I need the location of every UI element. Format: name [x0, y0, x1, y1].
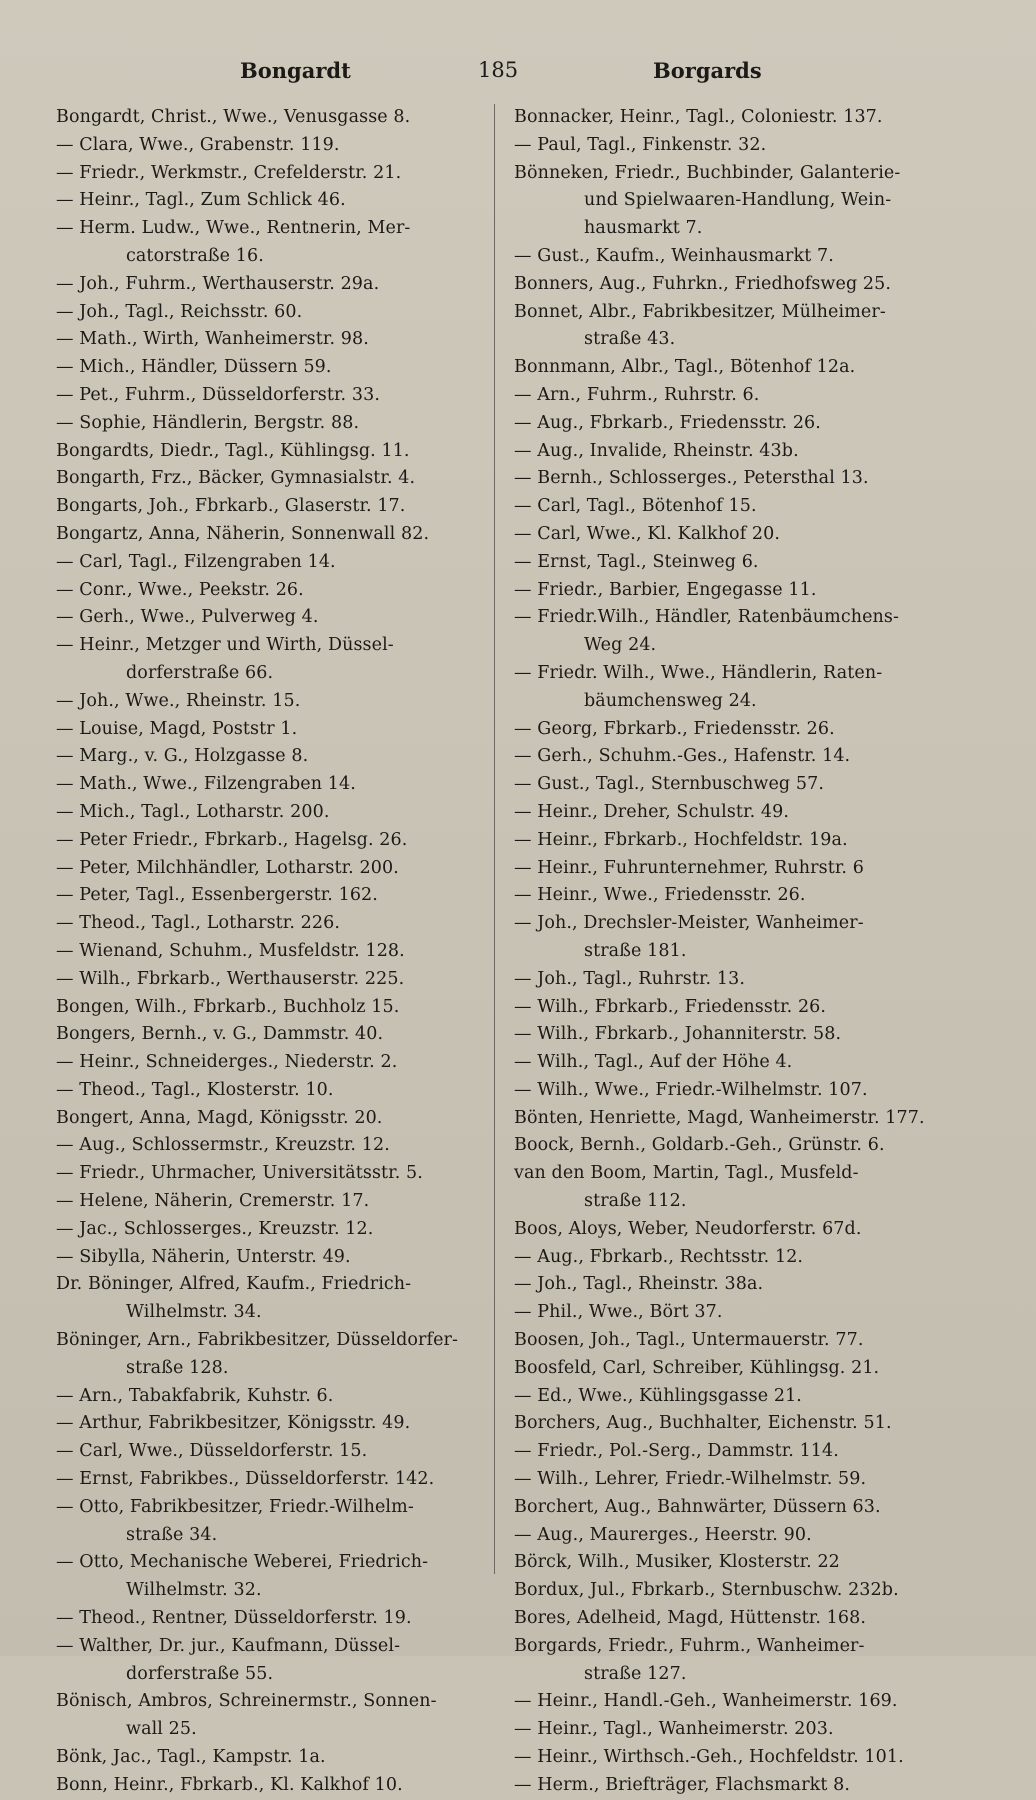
- entry-line: Dr. Böninger, Alfred, Kaufm., Friedrich-: [56, 1274, 412, 1295]
- entry-line: Bonn, Heinr., Fbrkarb., Kl. Kalkhof 10.: [56, 1774, 403, 1795]
- entry-line: — Herm., Briefträger, Flachsmarkt 8.: [514, 1774, 851, 1795]
- entry-continuation-line: catorstraße 16.: [126, 245, 264, 266]
- directory-entry: [514, 382, 946, 410]
- directory-entry: [514, 1605, 946, 1633]
- directory-entry: [56, 326, 486, 354]
- directory-entry: [514, 1772, 946, 1800]
- entry-line: — Gust., Kaufm., Weinhausmarkt 7.: [514, 245, 834, 266]
- directory-entry: [56, 994, 486, 1022]
- entry-line: — Gust., Tagl., Sternbuschweg 57.: [514, 774, 825, 795]
- entry-continuation-line: straße 181.: [584, 940, 687, 961]
- entry-line: Bongert, Anna, Magd, Königsstr. 20.: [56, 1107, 383, 1128]
- entry-line: — Theod., Tagl., Lotharstr. 226.: [56, 913, 341, 934]
- entry-line: — Heinr., Metzger und Wirth, Düssel-: [56, 635, 394, 656]
- directory-entry: [514, 271, 946, 299]
- entry-line: — Aug., Fbrkarb., Rechtsstr. 12.: [514, 1246, 804, 1267]
- entry-line: — Heinr., Fbrkarb., Hochfeldstr. 19a.: [514, 829, 848, 850]
- entry-line: — Heinr., Schneiderges., Niederstr. 2.: [56, 1052, 398, 1073]
- directory-entry: [514, 132, 946, 160]
- entry-line: Bongers, Bernh., v. G., Dammstr. 40.: [56, 1024, 384, 1045]
- directory-entry: [514, 1522, 946, 1550]
- entry-line: — Clara, Wwe., Grabenstr. 119.: [56, 134, 340, 155]
- entry-line: — Heinr., Dreher, Schulstr. 49.: [514, 801, 790, 822]
- directory-entry: [514, 1160, 946, 1216]
- entry-line: Bongardt, Christ., Wwe., Venusgasse 8.: [56, 107, 411, 127]
- entry-line: Bonnmann, Albr., Tagl., Bötenhof 12a.: [514, 357, 856, 378]
- entry-line: — Joh., Wwe., Rheinstr. 15.: [56, 690, 301, 711]
- entry-continuation-line: Wilhelmstr. 34.: [126, 1302, 262, 1323]
- directory-entry: [56, 1605, 486, 1633]
- directory-entry: [56, 1327, 486, 1383]
- entry-line: Bönk, Jac., Tagl., Kampstr. 1a.: [56, 1747, 326, 1768]
- directory-entry: [56, 104, 486, 132]
- entry-line: — Heinr., Fuhrunternehmer, Ruhrstr. 6: [514, 857, 864, 878]
- entry-continuation-line: straße 43.: [584, 329, 676, 350]
- directory-entry: [56, 1160, 486, 1188]
- directory-entry: [56, 299, 486, 327]
- entry-continuation-line: wall 25.: [126, 1719, 197, 1740]
- entry-line: Bönten, Henriette, Magd, Wanheimerstr. 177.: [514, 1107, 925, 1128]
- entry-line: Bongarth, Frz., Bäcker, Gymnasialstr. 4.: [56, 468, 416, 489]
- page-header: [0, 58, 1036, 88]
- entry-continuation-line: und Spielwaaren-Handlung, Wein-: [584, 190, 892, 211]
- page-number: 185: [478, 58, 519, 82]
- directory-entry: [514, 1049, 946, 1077]
- directory-entry: [56, 187, 486, 215]
- directory-entry: [56, 410, 486, 438]
- entry-line: Borchert, Aug., Bahnwärter, Düssern 63.: [514, 1496, 881, 1517]
- directory-entry: [56, 882, 486, 910]
- entry-line: — Peter Friedr., Fbrkarb., Hagelsg. 26.: [56, 829, 408, 850]
- entry-line: — Otto, Fabrikbesitzer, Friedr.-Wilhelm-: [56, 1496, 414, 1517]
- entry-line: — Heinr., Handl.-Geh., Wanheimerstr. 169.: [514, 1691, 898, 1712]
- directory-entry: [56, 271, 486, 299]
- entry-line: — Mich., Tagl., Lotharstr. 200.: [56, 801, 330, 822]
- directory-entry: [514, 160, 946, 243]
- entry-line: Bongen, Wilh., Fbrkarb., Buchholz 15.: [56, 996, 400, 1017]
- directory-entry: [56, 132, 486, 160]
- directory-entry: [514, 299, 946, 355]
- directory-entry: [56, 1105, 486, 1133]
- entry-continuation-line: bäumchensweg 24.: [584, 690, 757, 711]
- directory-entry: [514, 410, 946, 438]
- entry-line: — Heinr., Wirthsch.-Geh., Hochfeldstr. 101.: [514, 1747, 904, 1768]
- entry-line: — Wilh., Fbrkarb., Friedensstr. 26.: [514, 996, 827, 1017]
- directory-entry: [56, 1244, 486, 1272]
- entry-line: — Carl, Tagl., Filzengraben 14.: [56, 551, 336, 572]
- entry-line: Bönneken, Friedr., Buchbinder, Galanterie-: [514, 162, 901, 183]
- entry-line: Boosfeld, Carl, Schreiber, Kühlingsg. 21.: [514, 1357, 880, 1378]
- entry-line: — Peter, Tagl., Essenbergerstr. 162.: [56, 885, 378, 906]
- entry-line: Bongarts, Joh., Fbrkarb., Glaserstr. 17.: [56, 496, 406, 517]
- column-divider: [494, 104, 495, 1574]
- directory-entry: [514, 660, 946, 716]
- directory-entry: [56, 493, 486, 521]
- directory-entry: [514, 438, 946, 466]
- entry-line: — Helene, Näherin, Cremerstr. 17.: [56, 1191, 370, 1212]
- directory-entry: [514, 1355, 946, 1383]
- left-column: [56, 104, 486, 1800]
- entry-line: — Aug., Schlossermstr., Kreuzstr. 12.: [56, 1135, 390, 1156]
- entry-line: — Arn., Tabakfabrik, Kuhstr. 6.: [56, 1385, 334, 1406]
- entry-line: — Math., Wirth, Wanheimerstr. 98.: [56, 329, 369, 350]
- entry-line: — Walther, Dr. jur., Kaufmann, Düssel-: [56, 1635, 401, 1656]
- directory-entry: [514, 1577, 946, 1605]
- directory-entry: [56, 771, 486, 799]
- entry-line: — Gerh., Schuhm.-Ges., Hafenstr. 14.: [514, 746, 851, 767]
- directory-entry: [514, 1299, 946, 1327]
- entry-line: — Friedr., Werkmstr., Crefelderstr. 21.: [56, 162, 402, 183]
- entry-continuation-line: dorferstraße 55.: [126, 1663, 274, 1684]
- directory-entry: [56, 577, 486, 605]
- directory-entry: [514, 1271, 946, 1299]
- entry-line: Börck, Wilh., Musiker, Klosterstr. 22: [514, 1552, 840, 1573]
- directory-entry: [56, 1383, 486, 1411]
- entry-line: — Bernh., Schlosserges., Petersthal 13.: [514, 468, 869, 489]
- entry-line: — Peter, Milchhändler, Lotharstr. 200.: [56, 857, 399, 878]
- entry-line: — Friedr., Barbier, Engegasse 11.: [514, 579, 817, 600]
- directory-entry: [56, 438, 486, 466]
- directory-entry: [514, 1688, 946, 1716]
- entry-line: Boock, Bernh., Goldarb.-Geh., Grünstr. 6.: [514, 1135, 885, 1156]
- entry-line: Borchers, Aug., Buchhalter, Eichenstr. 51.: [514, 1413, 892, 1434]
- directory-entry: [56, 1549, 486, 1605]
- directory-entry: [514, 1021, 946, 1049]
- directory-entry: [56, 465, 486, 493]
- entry-line: — Friedr.Wilh., Händler, Ratenbäumchens-: [514, 607, 900, 628]
- entry-line: Boosen, Joh., Tagl., Untermauerstr. 77.: [514, 1330, 864, 1351]
- directory-entry: [514, 1132, 946, 1160]
- entry-line: — Aug., Invalide, Rheinstr. 43b.: [514, 440, 799, 461]
- directory-entry: [56, 382, 486, 410]
- entry-line: — Gerh., Wwe., Pulverweg 4.: [56, 607, 319, 628]
- directory-entry: [514, 1494, 946, 1522]
- directory-entry: [56, 549, 486, 577]
- entry-line: — Sibylla, Näherin, Unterstr. 49.: [56, 1246, 351, 1267]
- directory-entry: [514, 882, 946, 910]
- directory-entry: [56, 1216, 486, 1244]
- directory-entry: [514, 771, 946, 799]
- directory-entry: [514, 1633, 946, 1689]
- directory-entry: [56, 799, 486, 827]
- entry-line: — Herm. Ludw., Wwe., Rentnerin, Mer-: [56, 218, 411, 239]
- entry-line: — Friedr., Pol.-Serg., Dammstr. 114.: [514, 1441, 839, 1462]
- entry-line: — Heinr., Wwe., Friedensstr. 26.: [514, 885, 806, 906]
- directory-entry: [56, 1077, 486, 1105]
- entry-line: — Paul, Tagl., Finkenstr. 32.: [514, 134, 767, 155]
- directory-entry: [56, 604, 486, 632]
- entry-line: — Carl, Wwe., Kl. Kalkhof 20.: [514, 523, 781, 544]
- header-right-keyword: Borgards: [653, 58, 762, 83]
- directory-entry: [56, 160, 486, 188]
- directory-entry: [514, 1744, 946, 1772]
- directory-entry: [56, 1132, 486, 1160]
- entry-continuation-line: straße 128.: [126, 1357, 229, 1378]
- header-left-keyword: Bongardt: [240, 58, 351, 83]
- entry-line: — Pet., Fuhrm., Düsseldorferstr. 33.: [56, 384, 380, 405]
- directory-entry: [514, 1466, 946, 1494]
- entry-line: Bönisch, Ambros, Schreinermstr., Sonnen-: [56, 1691, 437, 1712]
- directory-entry: [56, 1772, 486, 1800]
- entry-line: — Joh., Tagl., Rheinstr. 38a.: [514, 1274, 764, 1295]
- directory-entry: [56, 966, 486, 994]
- directory-entry: [56, 688, 486, 716]
- entry-line: — Marg., v. G., Holzgasse 8.: [56, 746, 309, 767]
- directory-entry: [514, 1549, 946, 1577]
- entry-line: — Carl, Wwe., Düsseldorferstr. 15.: [56, 1441, 368, 1462]
- directory-entry: [514, 549, 946, 577]
- entry-line: Boos, Aloys, Weber, Neudorferstr. 67d.: [514, 1218, 862, 1239]
- directory-entry: [56, 215, 486, 271]
- directory-entry: [56, 827, 486, 855]
- right-column: [514, 104, 946, 1800]
- entry-line: — Wilh., Lehrer, Friedr.-Wilhelmstr. 59.: [514, 1469, 867, 1490]
- entry-line: Bonnet, Albr., Fabrikbesitzer, Mülheimer-: [514, 301, 886, 322]
- directory-entry: [514, 104, 946, 132]
- directory-entry: [514, 855, 946, 883]
- entry-line: — Joh., Fuhrm., Werthauserstr. 29a.: [56, 273, 380, 294]
- entry-continuation-line: dorferstraße 66.: [126, 662, 274, 683]
- directory-entry: [514, 966, 946, 994]
- directory-entry: [514, 827, 946, 855]
- directory-entry: [56, 1410, 486, 1438]
- directory-entry: [514, 577, 946, 605]
- directory-entry: [56, 855, 486, 883]
- entry-line: — Conr., Wwe., Peekstr. 26.: [56, 579, 304, 600]
- entry-line: — Joh., Tagl., Reichsstr. 60.: [56, 301, 303, 322]
- entry-line: — Arn., Fuhrm., Ruhrstr. 6.: [514, 384, 760, 405]
- entry-line: — Joh., Drechsler-Meister, Wanheimer-: [514, 913, 864, 934]
- entry-line: — Math., Wwe., Filzengraben 14.: [56, 774, 356, 795]
- entry-line: Bonners, Aug., Fuhrkn., Friedhofsweg 25.: [514, 273, 892, 294]
- directory-entry: [56, 1049, 486, 1077]
- entry-line: — Friedr., Uhrmacher, Universitätsstr. 5.: [56, 1163, 423, 1184]
- entry-continuation-line: Weg 24.: [584, 635, 657, 656]
- directory-entry: [56, 1688, 486, 1744]
- directory-entry: [514, 1327, 946, 1355]
- entry-continuation-line: hausmarkt 7.: [584, 218, 703, 239]
- directory-entry: [514, 716, 946, 744]
- directory-entry: [514, 521, 946, 549]
- entry-line: Bongardts, Diedr., Tagl., Kühlingsg. 11.: [56, 440, 410, 461]
- entry-line: — Friedr. Wilh., Wwe., Händlerin, Raten-: [514, 662, 883, 683]
- directory-entry: [514, 910, 946, 966]
- entry-line: Bores, Adelheid, Magd, Hüttenstr. 168.: [514, 1608, 867, 1629]
- directory-entry: [56, 910, 486, 938]
- directory-entry: [514, 994, 946, 1022]
- directory-entry: [514, 493, 946, 521]
- directory-entry: [56, 1633, 486, 1689]
- directory-entry: [514, 743, 946, 771]
- directory-entry: [56, 1744, 486, 1772]
- directory-entry: [514, 1105, 946, 1133]
- entry-line: — Ernst, Tagl., Steinweg 6.: [514, 551, 759, 572]
- entry-line: — Georg, Fbrkarb., Friedensstr. 26.: [514, 718, 835, 739]
- entry-line: — Wienand, Schuhm., Musfeldstr. 128.: [56, 940, 405, 961]
- entry-line: Böninger, Arn., Fabrikbesitzer, Düsseldorfer-: [56, 1330, 459, 1351]
- directory-entry: [514, 465, 946, 493]
- entry-line: — Aug., Maurerges., Heerstr. 90.: [514, 1524, 812, 1545]
- entry-line: Borgards, Friedr., Fuhrm., Wanheimer-: [514, 1635, 865, 1656]
- directory-entry: [514, 1716, 946, 1744]
- entry-line: — Heinr., Tagl., Zum Schlick 46.: [56, 190, 346, 211]
- entry-line: Bongartz, Anna, Näherin, Sonnenwall 82.: [56, 523, 430, 544]
- directory-entry: [56, 1271, 486, 1327]
- directory-entry: [56, 521, 486, 549]
- directory-entry: [56, 1494, 486, 1550]
- directory-entry: [56, 1188, 486, 1216]
- entry-line: — Otto, Mechanische Weberei, Friedrich-: [56, 1552, 429, 1573]
- entry-line: — Aug., Fbrkarb., Friedensstr. 26.: [514, 412, 821, 433]
- entry-line: — Mich., Händler, Düssern 59.: [56, 357, 332, 378]
- directory-entry: [514, 1410, 946, 1438]
- directory-entry: [56, 354, 486, 382]
- directory-entry: [514, 1438, 946, 1466]
- directory-entry: [514, 354, 946, 382]
- entry-line: — Carl, Tagl., Bötenhof 15.: [514, 496, 757, 517]
- directory-entry: [56, 632, 486, 688]
- entry-line: Bordux, Jul., Fbrkarb., Sternbuschw. 232b.: [514, 1580, 899, 1601]
- directory-entry: [514, 243, 946, 271]
- entry-continuation-line: straße 112.: [584, 1191, 687, 1212]
- directory-entry: [514, 1244, 946, 1272]
- entry-line: — Phil., Wwe., Bört 37.: [514, 1302, 723, 1323]
- entry-line: — Arthur, Fabrikbesitzer, Königsstr. 49.: [56, 1413, 411, 1434]
- directory-entry: [56, 1466, 486, 1494]
- entry-line: — Wilh., Fbrkarb., Werthauserstr. 225.: [56, 968, 405, 989]
- entry-line: Bonnacker, Heinr., Tagl., Coloniestr. 137.: [514, 107, 883, 127]
- directory-entry: [514, 1216, 946, 1244]
- directory-entry: [514, 1383, 946, 1411]
- entry-line: — Wilh., Wwe., Friedr.-Wilhelmstr. 107.: [514, 1079, 868, 1100]
- directory-entry: [514, 604, 946, 660]
- entry-line: — Theod., Tagl., Klosterstr. 10.: [56, 1079, 334, 1100]
- entry-line: — Joh., Tagl., Ruhrstr. 13.: [514, 968, 746, 989]
- entry-line: — Wilh., Tagl., Auf der Höhe 4.: [514, 1052, 793, 1073]
- entry-line: van den Boom, Martin, Tagl., Musfeld-: [514, 1163, 859, 1184]
- entry-line: — Heinr., Tagl., Wanheimerstr. 203.: [514, 1719, 834, 1740]
- entry-line: — Ed., Wwe., Kühlingsgasse 21.: [514, 1385, 802, 1406]
- entry-line: — Wilh., Fbrkarb., Johanniterstr. 58.: [514, 1024, 842, 1045]
- directory-entry: [514, 799, 946, 827]
- entry-line: — Louise, Magd, Poststr 1.: [56, 718, 298, 739]
- entry-continuation-line: Wilhelmstr. 32.: [126, 1580, 262, 1601]
- entry-continuation-line: straße 127.: [584, 1663, 687, 1684]
- entry-line: — Sophie, Händlerin, Bergstr. 88.: [56, 412, 360, 433]
- directory-entry: [56, 716, 486, 744]
- directory-entry: [56, 743, 486, 771]
- directory-entry: [514, 1077, 946, 1105]
- directory-entry: [56, 938, 486, 966]
- directory-entry: [56, 1021, 486, 1049]
- entry-continuation-line: straße 34.: [126, 1524, 218, 1545]
- directory-entry: [56, 1438, 486, 1466]
- entry-line: — Ernst, Fabrikbes., Düsseldorferstr. 142.: [56, 1469, 435, 1490]
- entry-line: — Theod., Rentner, Düsseldorferstr. 19.: [56, 1608, 412, 1629]
- entry-line: — Jac., Schlosserges., Kreuzstr. 12.: [56, 1218, 374, 1239]
